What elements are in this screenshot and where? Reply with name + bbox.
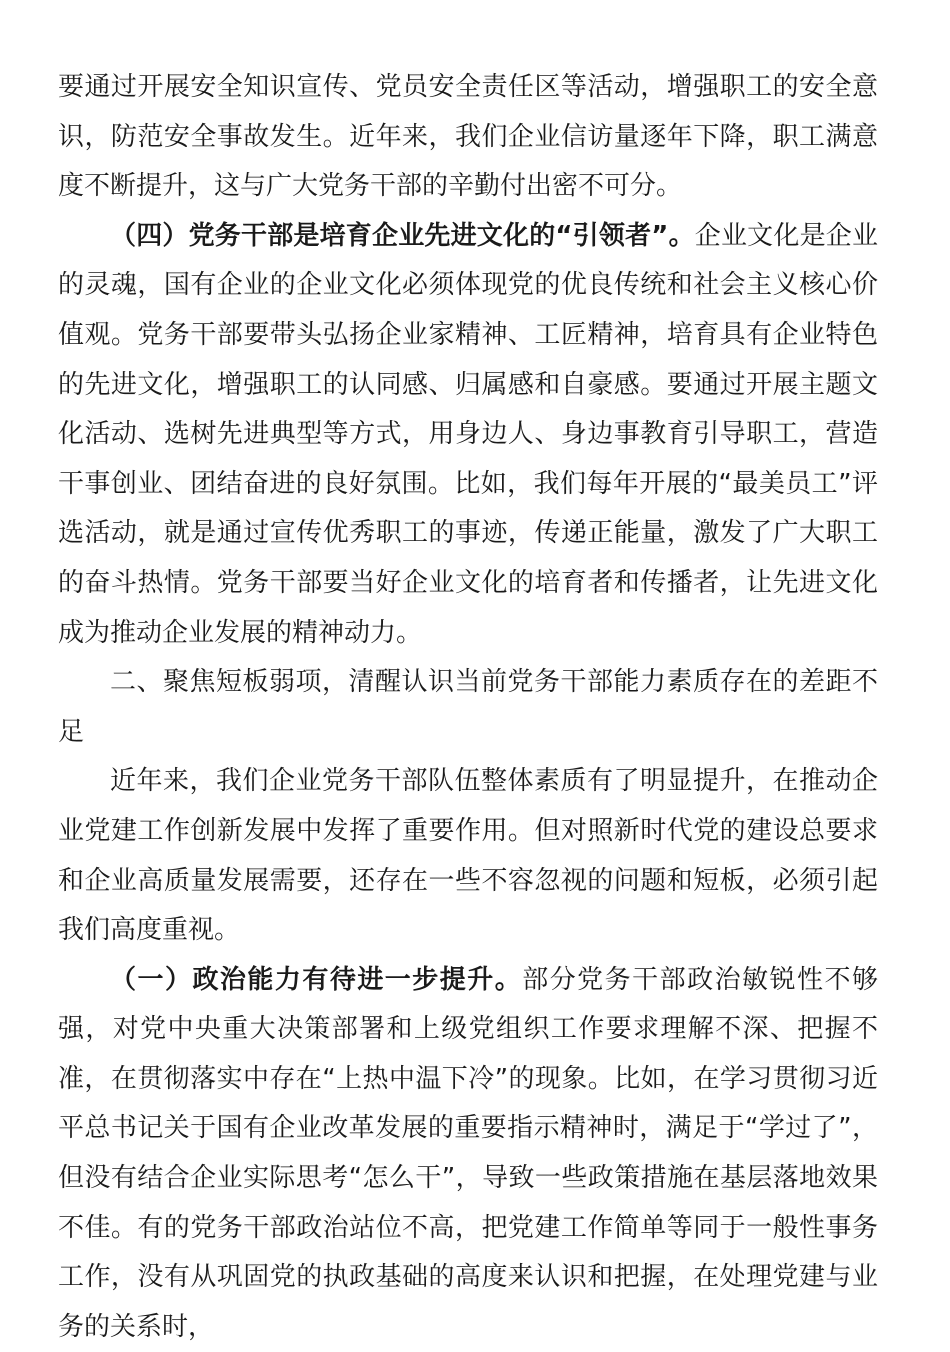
paragraph-subsection-1 <box>58 956 878 1352</box>
section-heading-2 <box>58 658 878 757</box>
paragraph-body <box>58 757 878 955</box>
paragraph-subsection-4 <box>58 212 878 658</box>
document-body <box>58 63 878 1352</box>
section-heading-text: 二、聚焦短板弱项，清醒认识当前党务干部能力素质存在的差距不足 <box>58 667 878 747</box>
paragraph-text: 要通过开展安全知识宣传、党员安全责任区等活动，增强职工的安全意识，防范安全事故发生。近年来，我们企业信访量逐年下降，职工满意度不断提升，这与广大党务干部的辛勤付出密不可分。 <box>58 72 878 202</box>
subsection-heading: （四）党务干部是培育企业先进文化的“引领者”。 <box>110 220 695 251</box>
paragraph-continuation <box>58 63 878 212</box>
paragraph-text: 部分党务干部政治敏锐性不够强，对党中央重大决策部署和上级党组织工作要求理解不深、把握不准，在贯彻落实中存在“上热中温下冷”的现象。比如，在学习贯彻习近平总书记关于国有企业改革发展的重要指示精神时，满足于“学过了”，但没有结合企业实际思考“怎么干”，导致一些政策措施在基层落地效果不佳。有的党务干部政治站位不高，把党建工作简单等同于一般性事务工作，没有从巩固党的执政基础的高度来认识和把握，在处理党建与业务的关系时， <box>58 964 878 1342</box>
paragraph-text: 企业文化是企业的灵魂，国有企业的企业文化必须体现党的优良传统和社会主义核心价值观。党务干部要带头弘扬企业家精神、工匠精神，培育具有企业特色的先进文化，增强职工的认同感、归属感和自豪感。要通过开展主题文化活动、选树先进典型等方式，用身边人、身边事教育引导职工，营造干事创业、团结奋进的良好氛围。比如，我们每年开展的“最美员工”评选活动，就是通过宣传优秀职工的事迹，传递正能量，激发了广大职工的奋斗热情。党务干部要当好企业文化的培育者和传播者，让先进文化成为推动企业发展的精神动力。 <box>58 220 878 648</box>
subsection-heading: （一）政治能力有待进一步提升。 <box>110 964 523 995</box>
paragraph-text: 近年来，我们企业党务干部队伍整体素质有了明显提升，在推动企业党建工作创新发展中发挥了重要作用。但对照新时代党的建设总要求和企业高质量发展需要，还存在一些不容忽视的问题和短板，必须引起我们高度重视。 <box>58 766 878 946</box>
